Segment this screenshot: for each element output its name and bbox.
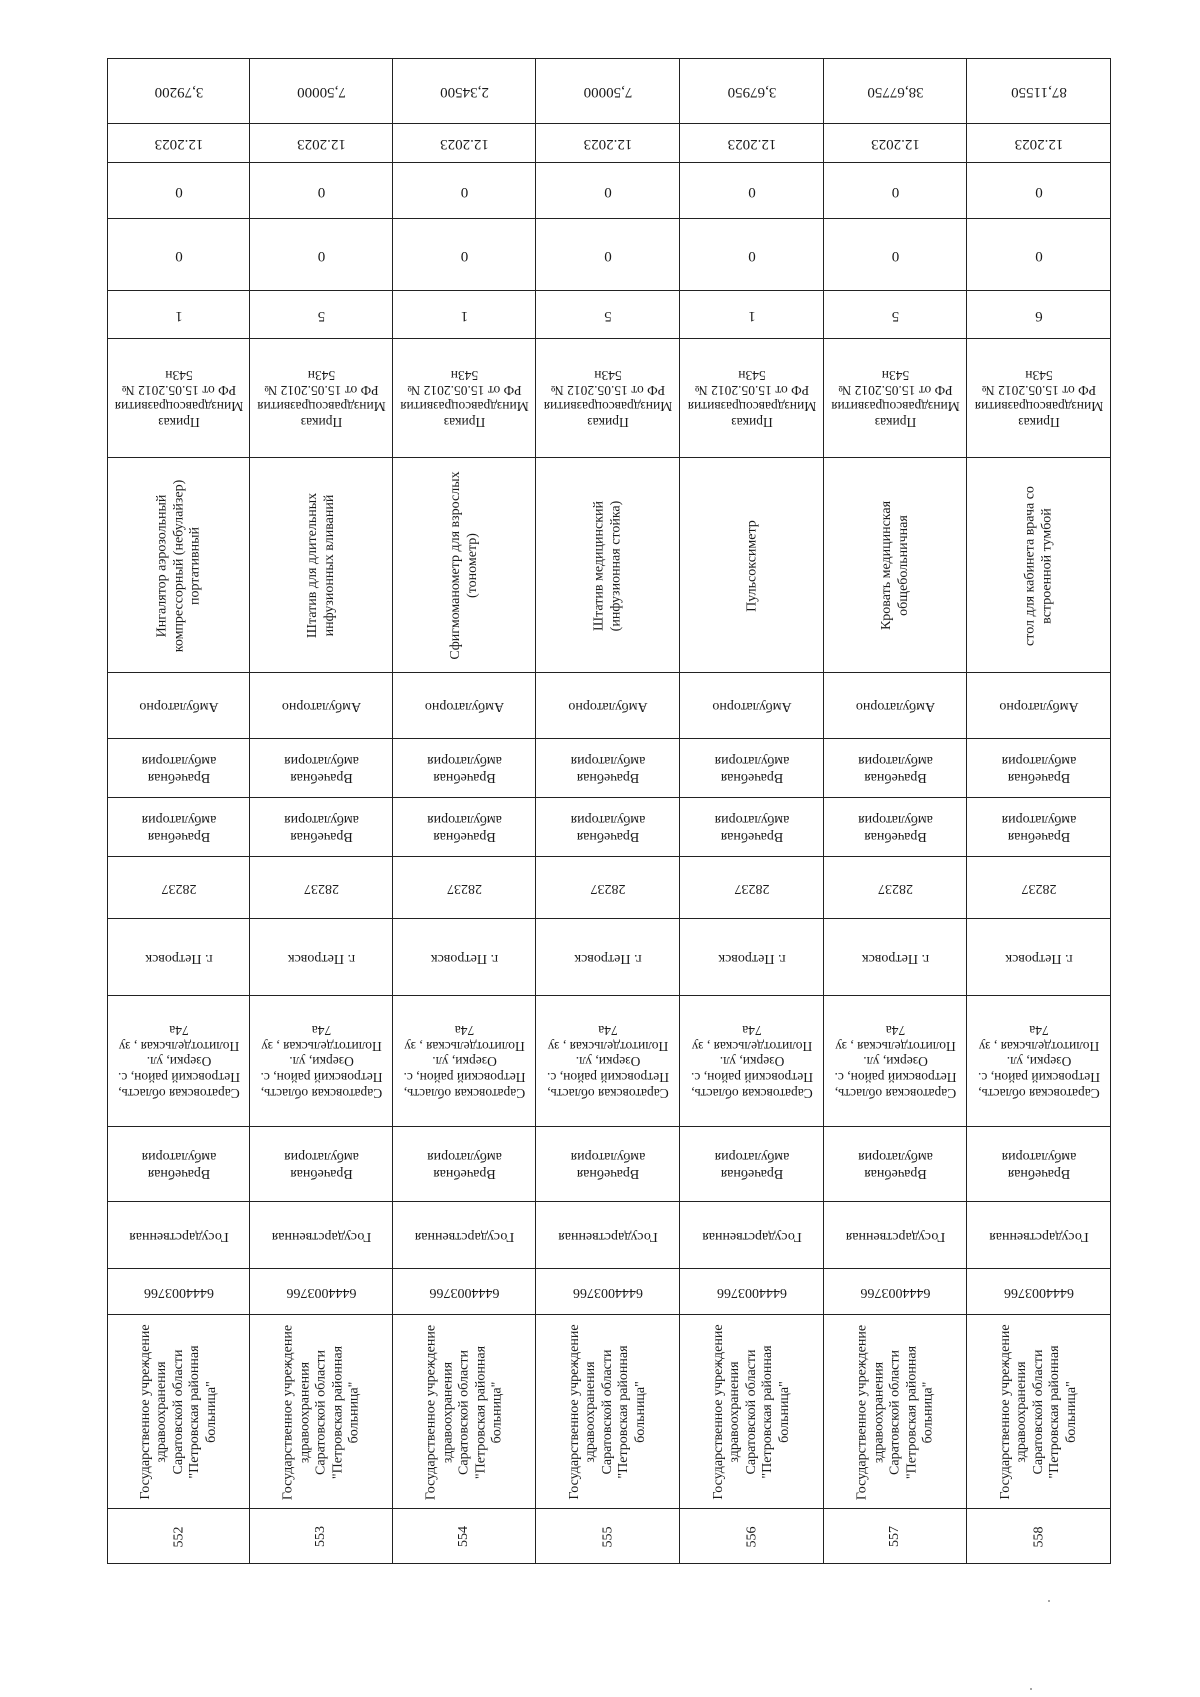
value1-cell	[392, 218, 536, 291]
city-text: г. Петровск	[145, 950, 213, 966]
value2-text: 0	[1035, 183, 1043, 200]
row-number-cell	[107, 1508, 250, 1564]
city-cell	[107, 918, 250, 996]
city-text: г. Петровск	[718, 950, 786, 966]
equipment-name-text: Штатив медицинский (инфузионная стойка)	[591, 500, 623, 631]
amount-cell	[966, 58, 1111, 124]
amount-text: 2,34500	[440, 84, 489, 101]
amb-type1-cell	[966, 797, 1111, 857]
row-number-cell	[535, 1508, 680, 1564]
order-cell	[535, 338, 680, 458]
amb-type2-text: Врачебная амбулатория	[714, 753, 790, 786]
equipment-name-cell	[966, 457, 1111, 673]
address-cell	[392, 995, 536, 1127]
amb-type2-cell	[966, 738, 1111, 798]
address-cell	[966, 995, 1111, 1127]
quantity-cell	[966, 290, 1111, 339]
city-text: г. Петровск	[574, 950, 642, 966]
row-number-text: 556	[743, 1526, 759, 1547]
care-type-cell	[249, 672, 393, 739]
order-cell	[823, 338, 967, 458]
organization-cell	[823, 1314, 967, 1509]
care-type-text: Амбулаторно	[855, 699, 936, 715]
row-number-text: 558	[1030, 1526, 1046, 1547]
inn-cell	[392, 1268, 536, 1315]
postal-code-text: 28237	[161, 881, 197, 897]
row-number-cell	[966, 1508, 1111, 1564]
organization-cell	[535, 1314, 680, 1509]
division-cell	[107, 1126, 250, 1202]
value1-cell	[966, 218, 1111, 291]
quantity-cell	[823, 290, 967, 339]
inn-text: 6444003766	[286, 1285, 357, 1301]
ownership-cell	[249, 1201, 393, 1269]
period-text: 12.2023	[297, 136, 346, 153]
amb-type1-text: Врачебная амбулатория	[858, 812, 933, 845]
row-number-text: 557	[887, 1526, 903, 1547]
organization-text: Государственное учреждение здравоохранения Саратовской области "Петровская районная больница"	[280, 1324, 362, 1500]
period-text: 12.2023	[440, 136, 489, 153]
value1-cell	[679, 218, 824, 291]
order-text: Приказ Минздравсоцразвития РФ от 15.05.2012 № 543н	[543, 367, 673, 431]
organization-cell	[107, 1314, 250, 1509]
quantity-text: 5	[604, 307, 612, 324]
ownership-text: Государственная	[558, 1228, 658, 1244]
address-cell	[823, 995, 967, 1127]
city-text: г. Петровск	[861, 950, 930, 966]
amb-type2-text: Врачебная амбулатория	[1001, 753, 1077, 786]
city-cell	[966, 918, 1111, 996]
equipment-name-text: Штатив для длительных инфузионных вливаний	[304, 492, 337, 639]
address-cell	[679, 995, 824, 1127]
address-text: Саратовская область, Петровский район, с. Озерки, ул. Политотдельская , зу 74а	[834, 1022, 957, 1102]
quantity-text: 1	[748, 307, 756, 324]
ownership-cell	[966, 1201, 1111, 1269]
equipment-name-cell	[249, 457, 393, 673]
amb-type2-text: Врачебная амбулатория	[141, 753, 217, 786]
row-number-cell	[392, 1508, 536, 1564]
ownership-text: Государственная	[845, 1228, 946, 1244]
amount-text: 87,11550	[1011, 84, 1067, 101]
row-number-cell	[823, 1508, 967, 1564]
value1-text: 0	[175, 247, 183, 264]
amb-type1-cell	[535, 797, 680, 857]
amb-type1-cell	[249, 797, 393, 857]
city-text: г. Петровск	[430, 950, 499, 966]
ownership-cell	[392, 1201, 536, 1269]
amount-cell	[107, 58, 250, 124]
quantity-text: 5	[891, 307, 900, 324]
division-text: Врачебная амбулатория	[1001, 1149, 1077, 1182]
postal-code-text: 28237	[734, 881, 770, 897]
quantity-cell	[249, 290, 393, 339]
postal-code-cell	[249, 856, 393, 919]
inn-cell	[966, 1268, 1111, 1315]
amb-type2-text: Врачебная амбулатория	[858, 753, 933, 786]
amount-text: 3,67950	[727, 84, 777, 101]
value2-cell	[249, 162, 393, 219]
care-type-text: Амбулаторно	[568, 699, 648, 715]
value1-text: 0	[317, 247, 326, 264]
amount-text: 38,67750	[867, 84, 924, 101]
amb-type2-cell	[823, 738, 967, 798]
inn-text: 6444003766	[429, 1285, 500, 1301]
scan-speck	[1048, 1600, 1050, 1602]
period-text: 12.2023	[154, 136, 204, 153]
equipment-name-text: Ингалятор аэрозольный компрессорный (небулайзер) портативный	[154, 479, 203, 652]
organization-text: Государственное учреждение здравоохранения Саратовской области "Петровская районная больница"	[854, 1324, 936, 1500]
amb-type1-cell	[107, 797, 250, 857]
address-cell	[535, 995, 680, 1127]
value1-text: 0	[891, 247, 900, 264]
postal-code-cell	[966, 856, 1111, 919]
city-text: г. Петровск	[1005, 950, 1073, 966]
period-cell	[249, 123, 393, 163]
division-cell	[249, 1126, 393, 1202]
organization-text: Государственное учреждение здравоохранения Саратовской области "Петровская районная больница"	[710, 1324, 792, 1500]
equipment-name-cell	[679, 457, 824, 673]
inn-cell	[249, 1268, 393, 1315]
inn-text: 6444003766	[1004, 1285, 1074, 1301]
amb-type1-text: Врачебная амбулатория	[427, 812, 502, 845]
inn-text: 6444003766	[573, 1285, 643, 1301]
period-cell	[679, 123, 824, 163]
value2-text: 0	[317, 183, 326, 200]
order-cell	[966, 338, 1111, 458]
value1-cell	[249, 218, 393, 291]
organization-text: Государственное учреждение здравоохранения Саратовской области "Петровская районная больница"	[423, 1324, 505, 1500]
care-type-text: Амбулаторно	[281, 699, 362, 715]
value2-cell	[679, 162, 824, 219]
value2-text: 0	[460, 183, 469, 200]
amb-type2-cell	[107, 738, 250, 798]
row-number-text: 552	[170, 1526, 186, 1547]
equipment-name-text: Сфигмоманометр для взрослых (тонометр)	[447, 471, 480, 660]
postal-code-cell	[823, 856, 967, 919]
equipment-name-text: Пульсоксиметр	[743, 519, 759, 612]
care-type-text: Амбулаторно	[424, 699, 505, 715]
row-number-text: 553	[313, 1526, 329, 1547]
division-cell	[535, 1126, 680, 1202]
city-cell	[823, 918, 967, 996]
order-cell	[107, 338, 250, 458]
inn-cell	[535, 1268, 680, 1315]
value1-cell	[535, 218, 680, 291]
city-cell	[679, 918, 824, 996]
equipment-name-cell	[535, 457, 680, 673]
value1-text: 0	[748, 247, 756, 264]
order-cell	[249, 338, 393, 458]
care-type-cell	[535, 672, 680, 739]
organization-text: Государственное учреждение здравоохранения Саратовской области "Петровская районная больница"	[566, 1324, 648, 1500]
amount-cell	[823, 58, 967, 124]
postal-code-cell	[679, 856, 824, 919]
ownership-text: Государственная	[271, 1228, 372, 1244]
care-type-text: Амбулаторно	[999, 699, 1079, 715]
postal-code-text: 28237	[447, 881, 482, 897]
quantity-cell	[107, 290, 250, 339]
care-type-text: Амбулаторно	[712, 699, 792, 715]
address-text: Саратовская область, Петровский район, с. Озерки, ул. Политотдельская , зу 74а	[546, 1022, 670, 1102]
city-cell	[535, 918, 680, 996]
division-text: Врачебная амбулатория	[284, 1149, 359, 1182]
care-type-cell	[966, 672, 1111, 739]
row-number-text: 555	[599, 1526, 615, 1547]
amount-text: 7,50000	[297, 84, 346, 101]
inn-cell	[107, 1268, 250, 1315]
address-cell	[107, 995, 250, 1127]
row-number-cell	[679, 1508, 824, 1564]
order-cell	[392, 338, 536, 458]
ownership-text: Государственная	[414, 1228, 515, 1244]
quantity-cell	[392, 290, 536, 339]
city-cell	[392, 918, 536, 996]
postal-code-text: 28237	[304, 881, 339, 897]
quantity-cell	[679, 290, 824, 339]
inn-text: 6444003766	[144, 1285, 214, 1301]
division-cell	[966, 1126, 1111, 1202]
organization-cell	[966, 1314, 1111, 1509]
amb-type2-cell	[392, 738, 536, 798]
equipment-name-text: Кровать медицинская общебольничная	[878, 500, 911, 631]
amb-type2-text: Врачебная амбулатория	[570, 753, 646, 786]
amb-type1-cell	[823, 797, 967, 857]
period-text: 12.2023	[1014, 136, 1064, 153]
amount-text: 3,79200	[154, 84, 204, 101]
equipment-name-cell	[392, 457, 536, 673]
value2-cell	[823, 162, 967, 219]
inn-cell	[679, 1268, 824, 1315]
period-text: 12.2023	[727, 136, 777, 153]
division-cell	[823, 1126, 967, 1202]
amount-cell	[679, 58, 824, 124]
amb-type2-cell	[249, 738, 393, 798]
postal-code-text: 28237	[1021, 881, 1057, 897]
address-cell	[249, 995, 393, 1127]
quantity-text: 5	[317, 307, 326, 324]
organization-cell	[392, 1314, 536, 1509]
ownership-cell	[679, 1201, 824, 1269]
division-cell	[679, 1126, 824, 1202]
quantity-text: 1	[175, 307, 183, 324]
equipment-name-text: стол для кабинета врача со встроенной тумбой	[1022, 485, 1054, 646]
postal-code-text: 28237	[878, 881, 913, 897]
value2-cell	[107, 162, 250, 219]
order-text: Приказ Минздравсоцразвития РФ от 15.05.2012 № 543н	[831, 367, 960, 431]
quantity-text: 6	[1035, 307, 1043, 324]
amb-type1-text: Врачебная амбулатория	[141, 812, 217, 845]
amount-cell	[249, 58, 393, 124]
value2-text: 0	[175, 183, 183, 200]
amb-type2-cell	[535, 738, 680, 798]
value1-cell	[107, 218, 250, 291]
ownership-cell	[535, 1201, 680, 1269]
division-text: Врачебная амбулатория	[141, 1149, 217, 1182]
row-number-cell	[249, 1508, 393, 1564]
equipment-name-cell	[823, 457, 967, 673]
care-type-cell	[107, 672, 250, 739]
postal-code-cell	[107, 856, 250, 919]
order-text: Приказ Минздравсоцразвития РФ от 15.05.2012 № 543н	[257, 367, 386, 431]
value2-cell	[535, 162, 680, 219]
division-text: Врачебная амбулатория	[427, 1149, 502, 1182]
row-number-text: 554	[456, 1526, 472, 1547]
inn-text: 6444003766	[717, 1285, 787, 1301]
order-cell	[679, 338, 824, 458]
care-type-cell	[392, 672, 536, 739]
ownership-cell	[107, 1201, 250, 1269]
amount-cell	[535, 58, 680, 124]
value2-cell	[392, 162, 536, 219]
ownership-text: Государственная	[129, 1228, 229, 1244]
quantity-text: 1	[460, 307, 469, 324]
order-text: Приказ Минздравсоцразвития РФ от 15.05.2012 № 543н	[114, 367, 244, 431]
postal-code-cell	[535, 856, 680, 919]
division-text: Врачебная амбулатория	[570, 1149, 646, 1182]
period-cell	[107, 123, 250, 163]
order-text: Приказ Минздравсоцразвития РФ от 15.05.2012 № 543н	[974, 367, 1104, 431]
period-cell	[392, 123, 536, 163]
ownership-text: Государственная	[702, 1228, 802, 1244]
postal-code-cell	[392, 856, 536, 919]
ownership-cell	[823, 1201, 967, 1269]
amb-type1-cell	[392, 797, 536, 857]
organization-text: Государственное учреждение здравоохранения Саратовской области "Петровская районная больница"	[997, 1324, 1079, 1500]
amb-type1-text: Врачебная амбулатория	[284, 812, 359, 845]
period-cell	[535, 123, 680, 163]
value1-cell	[823, 218, 967, 291]
value2-text: 0	[604, 183, 612, 200]
value1-text: 0	[604, 247, 612, 264]
amb-type1-text: Врачебная амбулатория	[714, 812, 790, 845]
value1-text: 0	[1035, 247, 1043, 264]
care-type-cell	[679, 672, 824, 739]
amb-type2-cell	[679, 738, 824, 798]
amb-type1-cell	[679, 797, 824, 857]
ownership-text: Государственная	[989, 1228, 1089, 1244]
postal-code-text: 28237	[590, 881, 626, 897]
city-text: г. Петровск	[287, 950, 356, 966]
period-text: 12.2023	[583, 136, 633, 153]
value2-cell	[966, 162, 1111, 219]
amb-type2-text: Врачебная амбулатория	[284, 753, 359, 786]
address-text: Саратовская область, Петровский район, с. Озерки, ул. Политотдельская , зу 74а	[977, 1022, 1101, 1102]
organization-cell	[679, 1314, 824, 1509]
division-text: Врачебная амбулатория	[714, 1149, 790, 1182]
amb-type1-text: Врачебная амбулатория	[1001, 812, 1077, 845]
organization-cell	[249, 1314, 393, 1509]
address-text: Саратовская область, Петровский район, с. Озерки, ул. Политотдельская , зу 74а	[117, 1022, 241, 1102]
care-type-text: Амбулаторно	[139, 699, 219, 715]
address-text: Саратовская область, Петровский район, с. Озерки, ул. Политотдельская , зу 74а	[690, 1022, 814, 1102]
amount-text: 7,50000	[583, 84, 633, 101]
amb-type2-text: Врачебная амбулатория	[427, 753, 502, 786]
division-text: Врачебная амбулатория	[858, 1149, 933, 1182]
value2-text: 0	[891, 183, 900, 200]
inn-text: 6444003766	[860, 1285, 931, 1301]
period-text: 12.2023	[871, 136, 920, 153]
value1-text: 0	[460, 247, 469, 264]
value2-text: 0	[748, 183, 756, 200]
amb-type1-text: Врачебная амбулатория	[570, 812, 646, 845]
organization-text: Государственное учреждение здравоохранения Саратовской области "Петровская районная больница"	[137, 1324, 219, 1500]
period-cell	[823, 123, 967, 163]
address-text: Саратовская область, Петровский район, с. Озерки, ул. Политотдельская , зу 74а	[260, 1022, 383, 1102]
amount-cell	[392, 58, 536, 124]
period-cell	[966, 123, 1111, 163]
care-type-cell	[823, 672, 967, 739]
order-text: Приказ Минздравсоцразвития РФ от 15.05.2012 № 543н	[687, 367, 817, 431]
scan-speck	[1030, 1688, 1032, 1690]
inn-cell	[823, 1268, 967, 1315]
division-cell	[392, 1126, 536, 1202]
equipment-name-cell	[107, 457, 250, 673]
city-cell	[249, 918, 393, 996]
order-text: Приказ Минздравсоцразвития РФ от 15.05.2012 № 543н	[400, 367, 529, 431]
quantity-cell	[535, 290, 680, 339]
address-text: Саратовская область, Петровский район, с. Озерки, ул. Политотдельская , зу 74а	[403, 1022, 526, 1102]
